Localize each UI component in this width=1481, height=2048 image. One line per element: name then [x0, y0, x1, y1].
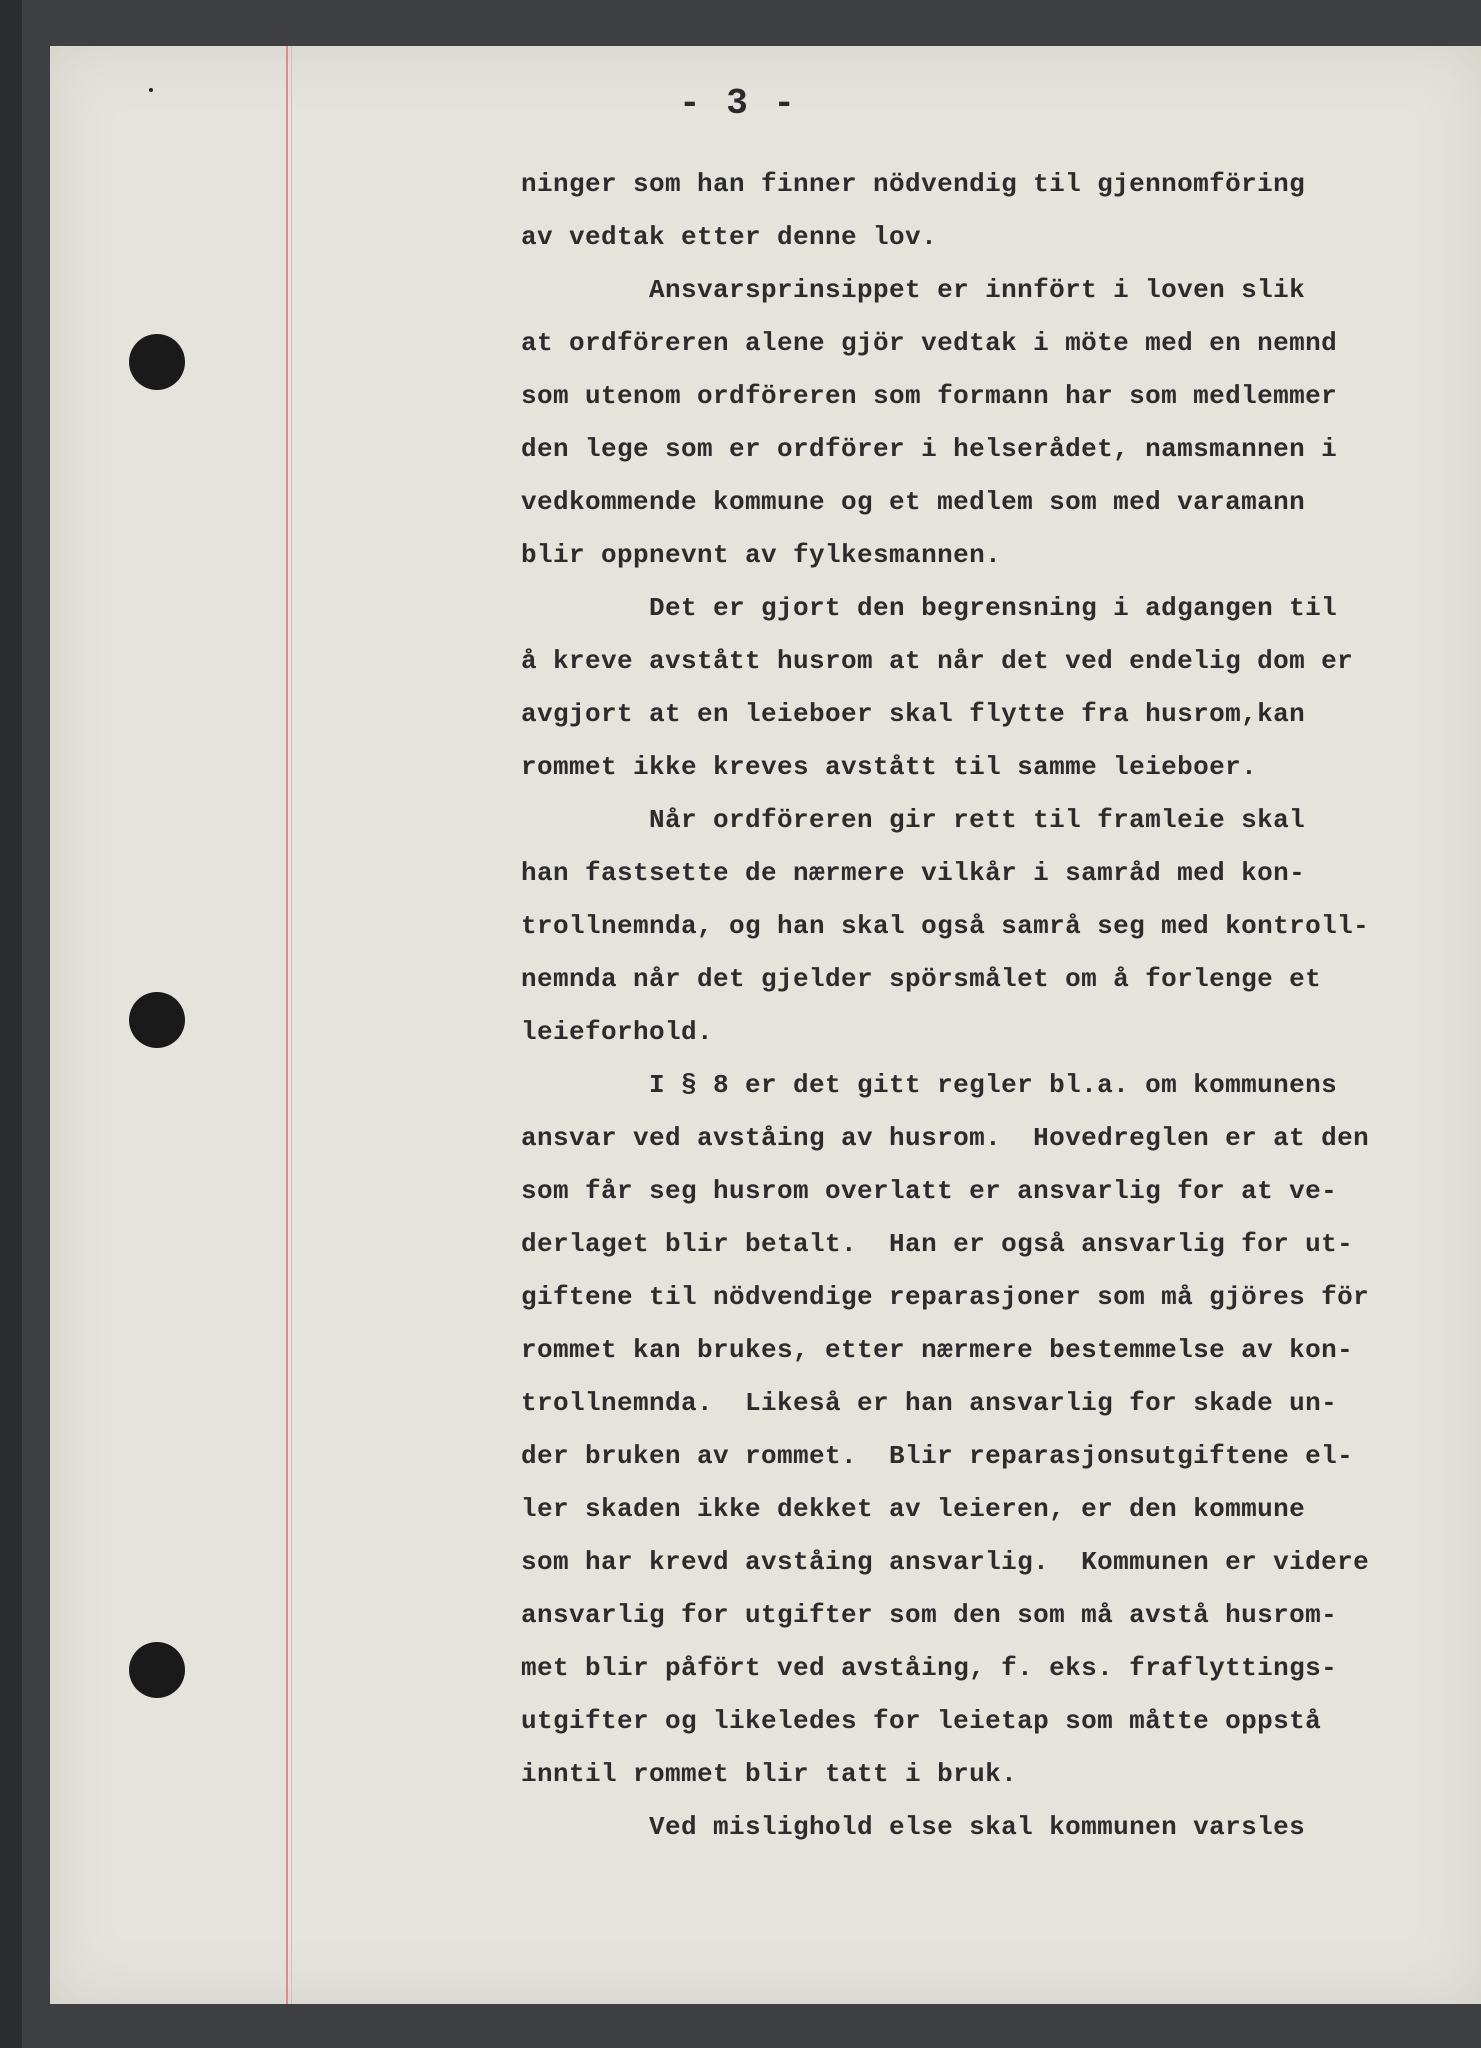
- text-line: at ordföreren alene gjör vedtak i möte med en nemnd: [521, 328, 1338, 358]
- punch-hole-top: [129, 334, 185, 390]
- text-line: av vedtak etter denne lov.: [521, 222, 938, 252]
- text-line: Ansvarsprinsippet er innfört i loven slik: [521, 275, 1306, 305]
- text-line: som utenom ordföreren som formann har som medlemmer: [521, 381, 1338, 411]
- text-line: Ved mislighold else skal kommunen varsles: [521, 1812, 1306, 1842]
- text-line: ansvarlig for utgifter som den som må avstå husrom-: [521, 1600, 1338, 1630]
- text-line: ansvar ved avståing av husrom. Hovedreglen er at den: [521, 1123, 1370, 1153]
- page-number: - 3 -: [679, 83, 798, 124]
- text-line: derlaget blir betalt. Han er også ansvarlig for ut-: [521, 1229, 1354, 1259]
- text-line: inntil rommet blir tatt i bruk.: [521, 1759, 1018, 1789]
- text-line: der bruken av rommet. Blir reparasjonsutgiftene el-: [521, 1441, 1354, 1471]
- text-line: Det er gjort den begrensning i adgangen til: [521, 593, 1338, 623]
- text-line: han fastsette de nærmere vilkår i samråd med kon-: [521, 858, 1306, 888]
- text-line: nemnda når det gjelder spörsmålet om å forlenge et: [521, 964, 1322, 994]
- punch-hole-bottom: [129, 1642, 185, 1698]
- text-line: ninger som han finner nödvendig til gjennomföring: [521, 169, 1306, 199]
- text-line: rommet ikke kreves avstått til samme leieboer.: [521, 752, 1258, 782]
- scanner-edge: [0, 0, 22, 2048]
- text-line: rommet kan brukes, etter nærmere bestemmelse av kon-: [521, 1335, 1354, 1365]
- text-line: utgifter og likeledes for leietap som måtte oppstå: [521, 1706, 1322, 1736]
- text-line: giftene til nödvendige reparasjoner som må gjöres för: [521, 1282, 1370, 1312]
- paper-sheet: [50, 46, 1481, 2004]
- text-line: I § 8 er det gitt regler bl.a. om kommunens: [521, 1070, 1338, 1100]
- typed-body-text: [521, 158, 1481, 1854]
- text-line: blir oppnevnt av fylkesmannen.: [521, 540, 1002, 570]
- text-line: å kreve avstått husrom at når det ved endelig dom er: [521, 646, 1354, 676]
- red-margin-line-inner: [291, 46, 292, 2004]
- text-line: trollnemnda. Likeså er han ansvarlig for skade un-: [521, 1388, 1338, 1418]
- text-line: met blir påfört ved avståing, f. eks. fraflyttings-: [521, 1653, 1338, 1683]
- red-margin-line: [286, 46, 288, 2004]
- text-line: leieforhold.: [521, 1017, 714, 1047]
- text-line: som har krevd avståing ansvarlig. Kommunen er videre: [521, 1547, 1370, 1577]
- ink-speck: [149, 88, 153, 92]
- punch-hole-middle: [129, 992, 185, 1048]
- text-line: den lege som er ordförer i helserådet, namsmannen i: [521, 434, 1338, 464]
- text-line: som får seg husrom overlatt er ansvarlig for at ve-: [521, 1176, 1338, 1206]
- text-line: avgjort at en leieboer skal flytte fra husrom,kan: [521, 699, 1306, 729]
- text-line: trollnemnda, og han skal også samrå seg med kontroll-: [521, 911, 1370, 941]
- text-line: vedkommende kommune og et medlem som med varamann: [521, 487, 1306, 517]
- text-line: Når ordföreren gir rett til framleie skal: [521, 805, 1306, 835]
- text-line: ler skaden ikke dekket av leieren, er den kommune: [521, 1494, 1306, 1524]
